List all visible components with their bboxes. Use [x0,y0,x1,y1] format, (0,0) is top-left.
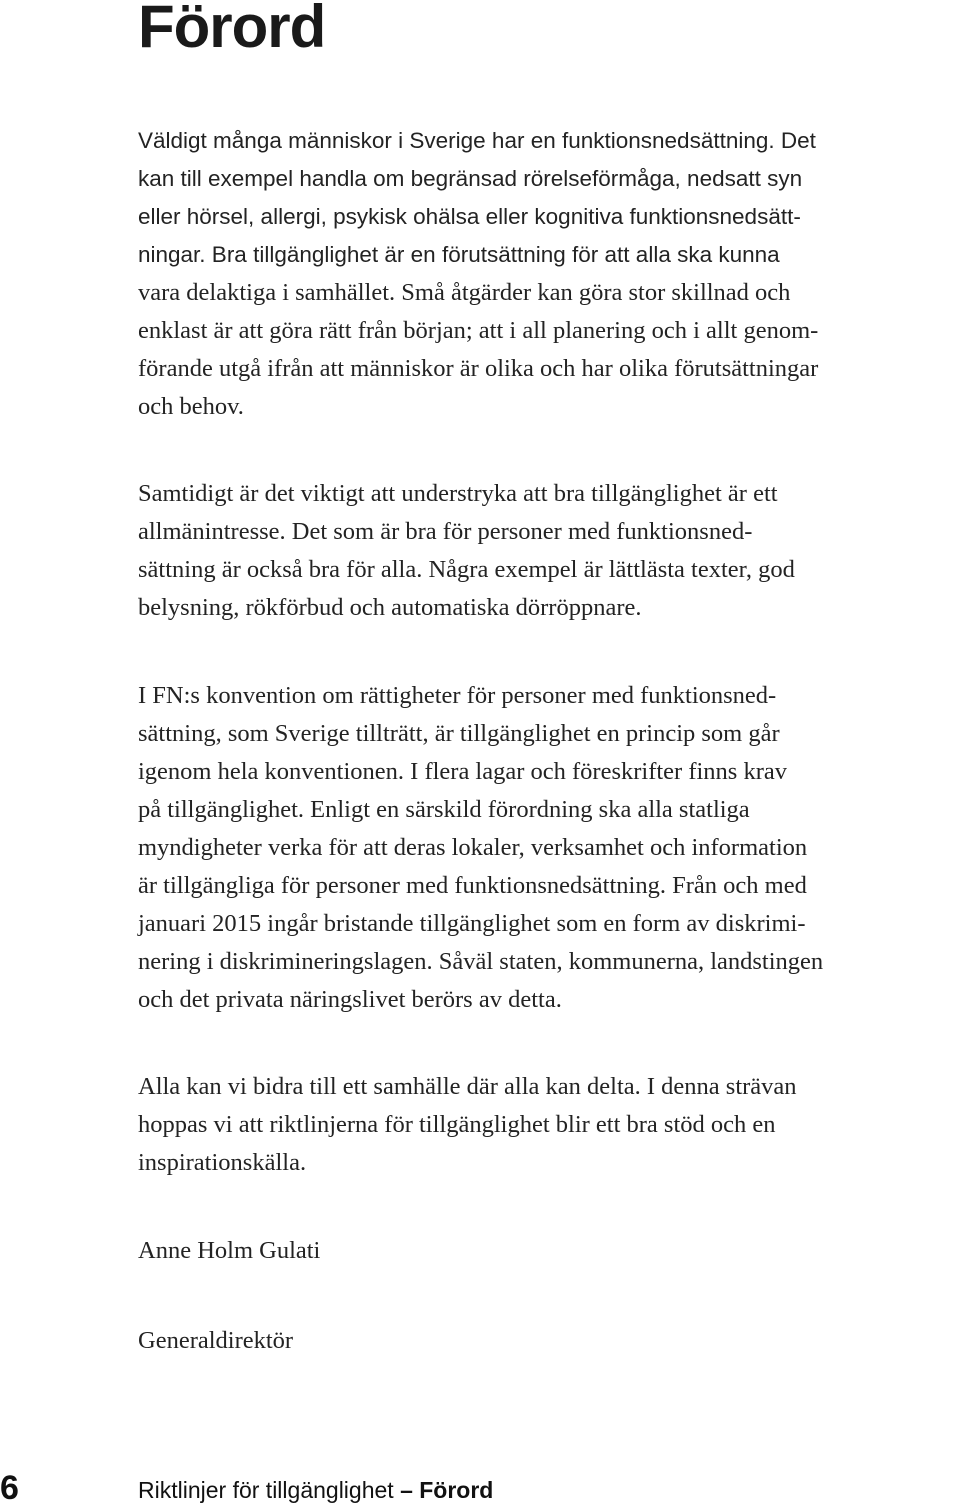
page-heading: Förord [138,0,326,60]
signature-title [138,1322,960,1360]
signature-name-text: Anne Holm Gulati [138,1237,321,1264]
paragraph-3-line: igenom hela konventionen. I flera lagar och föreskrifter finns krav [138,758,787,785]
paragraph-1-line: Väldigt många människor i Sverige har en funktionsnedsättning. Det [138,128,816,153]
paragraph-3-line: sättning, som Sverige tillträtt, är tillgänglighet en princip som går [138,720,780,747]
paragraph-1-line: och behov. [138,393,244,420]
paragraph-3-line: januari 2015 ingår bristande tillgänglighet som en form av diskrimi- [138,910,806,937]
paragraph-2-line: belysning, rökförbud och automatiska dörröppnare. [138,594,642,621]
paragraph-3-line: är tillgängliga för personer med funktionsnedsättning. Från och med [138,872,807,899]
paragraph-1-line: vara delaktiga i samhället. Små åtgärder kan göra stor skillnad och [138,279,791,306]
running-footer [138,1476,493,1504]
paragraph-1 [138,122,960,426]
paragraph-3-line: och det privata näringslivet berörs av detta. [138,986,562,1013]
paragraph-1-line: eller hörsel, allergi, psykisk ohälsa eller kognitiva funktionsnedsätt- [138,204,801,229]
paragraph-1-line: enklast är att göra rätt från början; att i all planering och i allt genom- [138,317,819,344]
paragraph-3 [138,677,960,1019]
paragraph-2-line: allmänintresse. Det som är bra för personer med funktionsned- [138,518,753,545]
paragraph-3-line: på tillgänglighet. Enligt en särskild förordning ska alla statliga [138,796,750,823]
paragraph-1-line: kan till exempel handla om begränsad rörelseförmåga, nedsatt syn [138,166,803,191]
paragraph-3-line: myndigheter verka för att deras lokaler, verksamhet och information [138,834,808,861]
footer-doc-title: Riktlinjer för tillgänglighet [138,1477,394,1503]
paragraph-2-line: sättning är också bra för alla. Några exempel är lättlästa texter, god [138,556,795,583]
paragraph-2-line: Samtidigt är det viktigt att understryka att bra tillgänglighet är ett [138,480,778,507]
paragraph-2 [138,475,960,627]
paragraph-4-line: hoppas vi att riktlinjerna för tillgänglighet blir ett bra stöd och en [138,1111,776,1138]
footer-section: – Förord [400,1477,494,1503]
paragraph-4 [138,1068,960,1182]
paragraph-1-line: förande utgå ifrån att människor är olika och har olika förutsättningar [138,355,819,382]
page-number: 6 [0,1469,19,1507]
signature-title-text: Generaldirektör [138,1327,294,1354]
paragraph-4-line: inspirationskälla. [138,1149,307,1176]
paragraph-3-line: I FN:s konvention om rättigheter för personer med funktionsned- [138,682,777,709]
paragraph-1-line: ningar. Bra tillgänglighet är en förutsättning för att alla ska kunna [138,242,780,267]
paragraph-4-line: Alla kan vi bidra till ett samhälle där alla kan delta. I denna strävan [138,1073,797,1100]
signature-name [138,1232,960,1270]
paragraph-3-line: nering i diskrimineringslagen. Såväl staten, kommunerna, landstingen [138,948,824,975]
